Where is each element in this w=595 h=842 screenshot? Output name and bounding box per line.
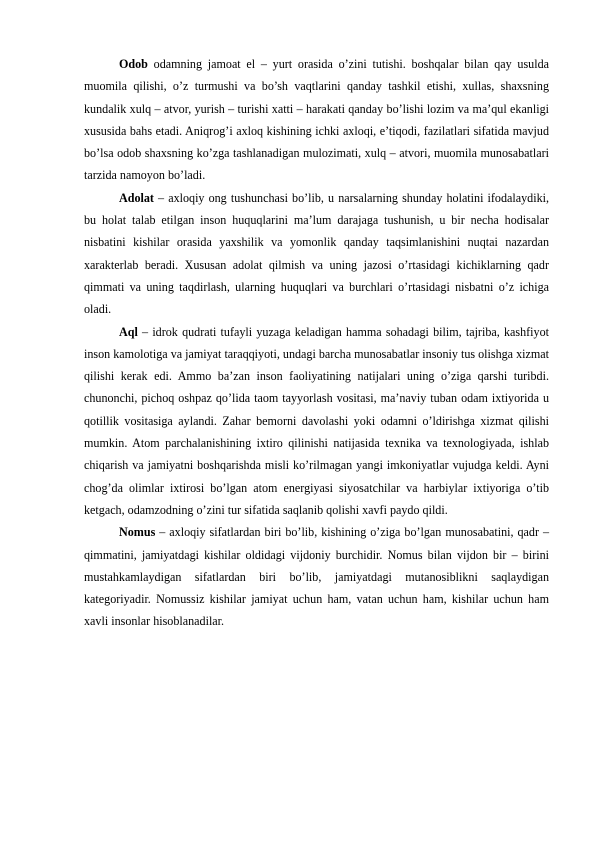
term-adolat: Adolat bbox=[119, 190, 154, 205]
paragraph-odob bbox=[84, 53, 549, 187]
definition-nomus: – axloqiy sifatlardan biri bo’lib, kishining o’ziga bo’lgan munosabatini, qadr – qimmatini, jamiyatdagi kishilar oldidagi vijdoniy burchidir. Nomus bilan vijdon bir – birini mustahkamlaydigan sifatlardan biri bo’lib, jamiyatdagi mutanosiblikni saqlaydigan kategoriyadir. Nomussiz kishilar jamiyat uchun ham, vatan uchun ham, kishilar uchun ham xavli insonlar hisoblanadilar. bbox=[84, 525, 549, 629]
term-nomus: Nomus bbox=[119, 525, 156, 540]
term-aql: Aql bbox=[119, 324, 138, 339]
definition-aql: – idrok qudrati tufayli yuzaga keladigan hamma sohadagi bilim, tajriba, kashfiyot inson kamolotiga va jamiyat taraqqiyoti, undagi barcha munosabatlar insoniy tus olishga xizmat qilishi kerak edi. Ammo ba’zan inson faoliyatining natijalari uning o’ziga qarshi turibdi. chunonchi, pichoq oshpaz qo’lida taom tayyorlash vositasi, ma’naviy tuban odam ixtiyorida u qotillik vositasiga aylandi. Zahar bemorni davolashi yoki odamni o’ldirishga xizmat qilishi mumkin. Atom parchalanishining ixtiro qilinishi natijasida texnika va texnologiyada, ishlab chiqarish va jamiyatni boshqarishda misli ko’rilmagan yangi imkoniyatlar vujudga keldi. Ayni chog’da olimlar ixtirosi bo’lgan atom energiyasi siyosatchilar va harbiylar ixtiyoriga o’tib ketgach, odamzodning o’zini tur sifatida saqlanib qolishi xavfi paydo qildi. bbox=[84, 324, 549, 517]
paragraph-adolat bbox=[84, 187, 549, 321]
term-odob: Odob bbox=[119, 57, 148, 71]
definition-odob: odamning jamoat el – yurt orasida o’zini tutishi. boshqalar bilan qay usulda muomila qilishi, o’z turmushi va bo’sh vaqtlarini qanday tashkil etishi, xullas, shaxsning kundalik xulq – atvor, yurish – turishi xatti – harakati qanday bo’lishi lozim va ma’qul ekanligi xususida bahs etadi. Aniqrog’i axloq kishining ichki axloqi, e’tiqodi, fazilatlari sifatida mavjud bo’lsa odob shaxsning ko’zga tashlanadigan mulozimati, xulq – atvori, muomila munosabatlari tarzida namoyon bo’ladi. bbox=[84, 57, 549, 183]
paragraph-nomus bbox=[84, 521, 549, 632]
paragraph-aql bbox=[84, 321, 549, 522]
document-page bbox=[84, 53, 549, 633]
definition-adolat: – axloqiy ong tushunchasi bo’lib, u narsalarning shunday holatini ifodalaydiki, bu holat talab etilgan inson huquqlarini ma’lum darajaga tushunish, u bir necha hodisalar nisbatini kishilar orasida yaxshilik va yomonlik qanday taqsimlanishini nuqtai nazardan xarakterlab beradi. Xususan adolat qilmish va uning jazosi o’rtasidagi kichiklarning qadr qimmati va uning taqdirlash, ularning huquqlari va burchlari o’rtasidagi nisbatni o’z ichiga oladi. bbox=[84, 190, 549, 317]
